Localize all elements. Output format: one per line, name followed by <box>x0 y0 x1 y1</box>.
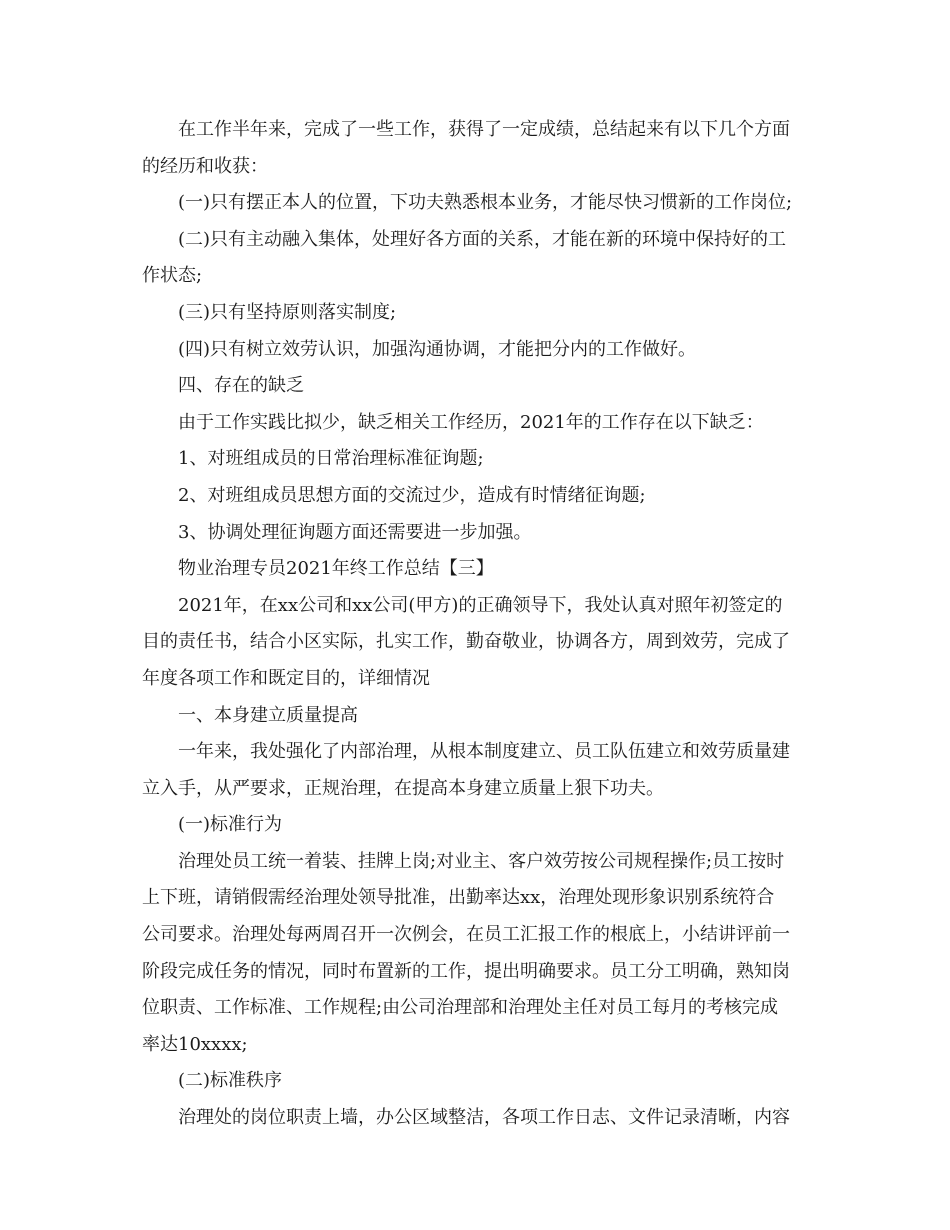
paragraph-line: 立入手，从严要求，正规治理，在提高本身建立质量上狠下功夫。 <box>142 777 664 799</box>
document-body <box>142 112 822 1137</box>
paragraph-line: 一年来，我处强化了内部治理，从根本制度建立、员工队伍建立和效劳质量建 <box>178 741 790 763</box>
subsection-heading: (二)标准秩序 <box>178 1070 283 1092</box>
paragraph-line: 目的责任书，结合小区实际，扎实工作，勤奋敬业，协调各方，周到效劳，完成了 <box>142 631 790 653</box>
list-item: (四)只有树立效劳认识，加强沟通协调，才能把分内的工作做好。 <box>178 338 697 360</box>
section-heading: 一、本身建立质量提高 <box>178 704 358 726</box>
paragraph-line: 上下班，请销假需经治理处领导批准，出勤率达xx，治理处现形象识别系统符合 <box>142 887 775 909</box>
document-title: 物业治理专员2021年终工作总结【三】 <box>178 558 494 580</box>
list-item: 3、协调处理征询题方面还需要进一步加强。 <box>178 521 532 543</box>
subsection-heading: (一)标准行为 <box>178 814 283 836</box>
paragraph-line: 公司要求。治理处每两周召开一次例会，在员工汇报工作的根底上，小结讲评前一 <box>142 924 790 946</box>
paragraph-line: 治理处的岗位职责上墙，办公区域整洁，各项工作日志、文件记录清晰，内容 <box>178 1107 790 1129</box>
paragraph-line: 的经历和收获： <box>142 155 268 177</box>
list-item-continuation: 作状态; <box>142 265 203 287</box>
paragraph-line: 2021年，在xx公司和xx公司(甲方)的正确领导下，我处认真对照年初签定的 <box>178 594 783 616</box>
paragraph-line: 年度各项工作和既定目的，详细情况 <box>142 667 430 689</box>
section-heading: 四、存在的缺乏 <box>178 375 304 397</box>
paragraph-line: 由于工作实践比拟少，缺乏相关工作经历，2021年的工作存在以下缺乏： <box>178 411 764 433</box>
paragraph-line: 位职责、工作标准、工作规程;由公司治理部和治理处主任对员工每月的考核完成 <box>142 997 779 1019</box>
paragraph-line: 率达10xxxx; <box>142 1033 248 1055</box>
list-item: 1、对班组成员的日常治理标准征询题; <box>178 448 484 470</box>
list-item: (三)只有坚持原则落实制度; <box>178 301 397 323</box>
paragraph-line: 治理处员工统一着装、挂牌上岗;对业主、客户效劳按公司规程操作;员工按时 <box>178 850 785 872</box>
paragraph-line: 在工作半年来，完成了一些工作，获得了一定成绩，总结起来有以下几个方面 <box>178 119 790 140</box>
list-item: 2、对班组成员思想方面的交流过少，造成有时情绪征询题; <box>178 484 646 506</box>
list-item: (一)只有摆正本人的位置，下功夫熟悉根本业务，才能尽快习惯新的工作岗位; <box>178 192 793 214</box>
paragraph-line: 阶段完成任务的情况，同时布置新的工作，提出明确要求。员工分工明确，熟知岗 <box>142 960 790 982</box>
list-item: (二)只有主动融入集体，处理好各方面的关系，才能在新的环境中保持好的工 <box>178 228 787 250</box>
